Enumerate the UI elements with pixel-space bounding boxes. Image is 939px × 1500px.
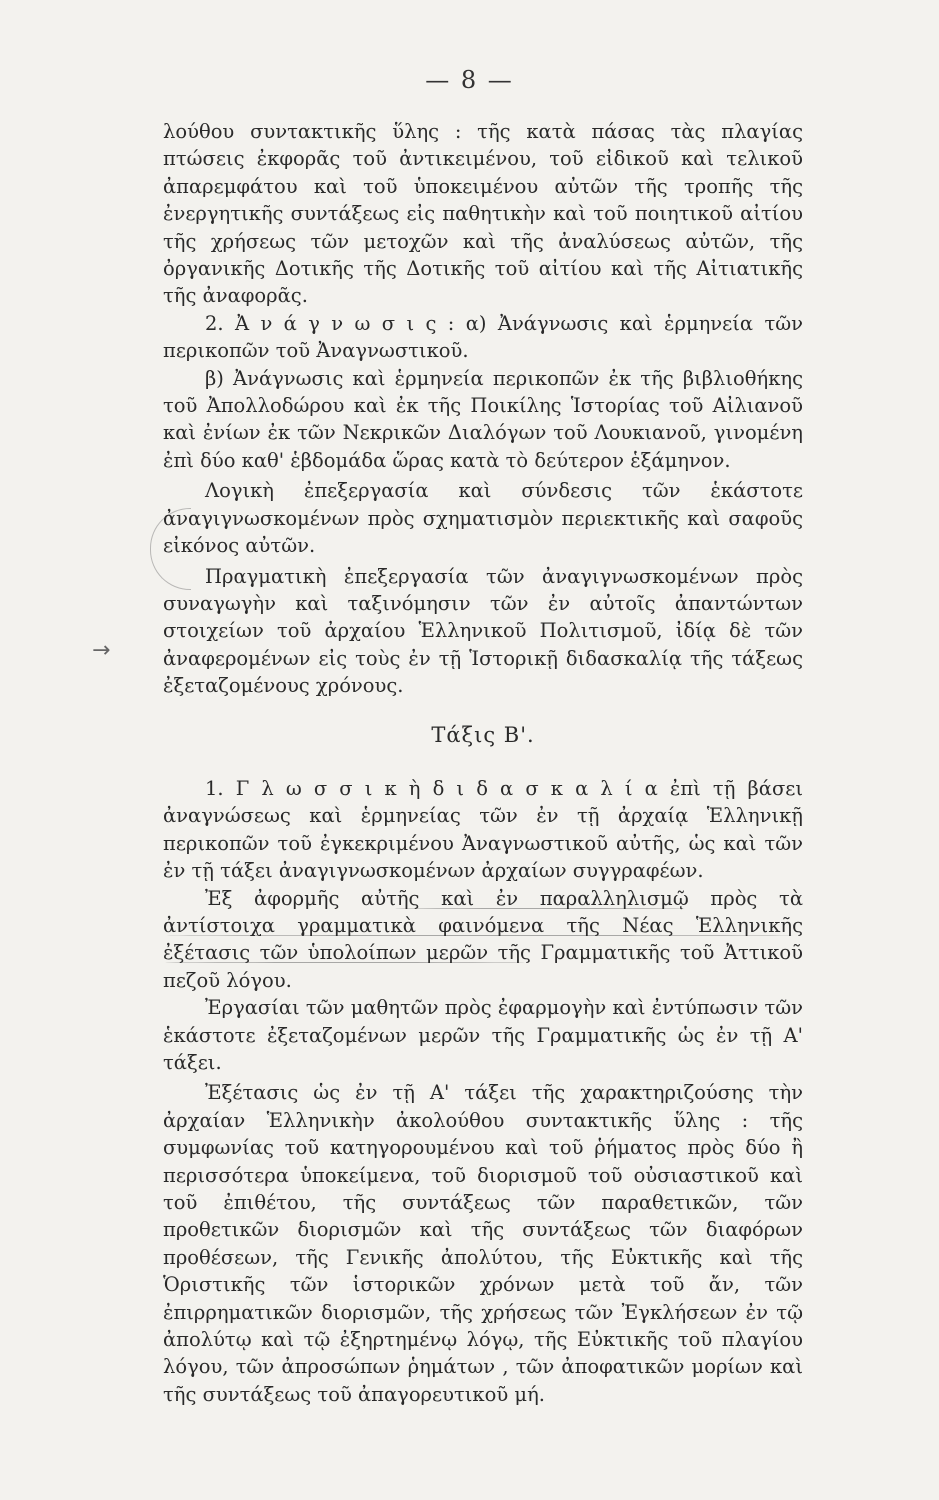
section-heading-class-b: Τάξις Β'.: [431, 722, 535, 747]
paragraph-continuation: λούθου συντακτικῆς ὕλης : τῆς κατὰ πάσας τὰς πλαγίας πτώσεις ἐκφορᾶς τοῦ ἀντικειμένου, τοῦ εἰδικοῦ καὶ τελικοῦ ἀπαρεμφάτου καὶ τοῦ ὑποκειμένου αὐτῶν τῆς τροπῆς τῆς ἐνεργητικῆς συντάξεως εἰς παθητικὴν καὶ τοῦ ποιητικοῦ αἰτίου τῆς χρήσεως τῶν μετοχῶν καὶ τῆς ἀναλύσεως αὐτῶν, τῆς ὀργανικῆς Δοτικῆς τῆς Δοτικῆς τοῦ αἰτίου καὶ τῆς Αἰτιατικῆς τῆς ἀναφορᾶς.: [163, 120, 803, 308]
paragraph-reading-b: β) Ἀνάγνωσις καὶ ἑρμηνεία περικοπῶν ἐκ τῆς βιβλιοθήκης τοῦ Ἀπολλοδώρου καὶ ἐκ τῆς Ποικίλης Ἱστορίας τοῦ Αἰλιανοῦ καὶ ἐνίων ἐκ τῶν Νεκρικῶν Διαλόγων τοῦ Λουκιανοῦ, γινομένη ἐπὶ δύο καθ' ἑβδομάδα ὥρας κατὰ τὸ δεύτερον ἑξάμηνον.: [163, 366, 803, 472]
paragraph-practical-processing: Πραγματικὴ ἐπεξεργασία τῶν ἀναγιγνωσκομένων πρὸς συναγωγὴν καὶ ταξινόμησιν τῶν ἐν αὐτοῖς ἀπαντώντων στοιχείων τοῦ ἀρχαίου Ἑλληνικοῦ Πολιτισμοῦ, ἰδίᾳ δὲ τῶν ἀναφερομένων εἰς τοὺς ἐν τῇ Ἱστορικῇ διδασκαλίᾳ τῆς τάξεως ἐξεταζομένους χρόνους.: [163, 564, 803, 698]
paragraph-student-exercises: Ἐργασίαι τῶν μαθητῶν πρὸς ἐφαρμογὴν καὶ ἐντύπωσιν τῶν ἑκάστοτε ἐξεταζομένων μερῶν τῆς Γραμματικῆς ὡς ἐν τῇ Α' τάξει.: [163, 996, 803, 1074]
paragraph-syntax-examination: Ἐξέτασις ὡς ἐν τῇ Α' τάξει τῆς χαρακτηριζούσης τὴν ἀρχαίαν Ἑλληνικὴν ἀκολούθου συντακτικῆς ὕλης : τῆς συμφωνίας τοῦ κατηγορουμένου καὶ τοῦ ῥήματος πρὸς δύο ἢ περισσότερα ὑποκείμενα, τοῦ διορισμοῦ τοῦ οὐσιαστικοῦ καὶ τοῦ ἐπιθέτου, τῆς συντάξεως τῶν παραθετικῶν, τῶν προθετικῶν διορισμῶν καὶ τῆς συντάξεως τῶν διαφόρων προθέσεων, τῆς Γενικῆς ἀπολύτου, τῆς Εὐκτικῆς καὶ τῆς Ὁριστικῆς τῶν ἱστορικῶν χρόνων μετὰ τοῦ ἄν, τῶν ἐπιρρηματικῶν διορισμῶν, τῆς χρήσεως τῶν Ἐγκλήσεων ἐν τῷ ἀπολύτῳ καὶ τῷ ἐξηρτημένῳ λόγῳ, τῆς Εὐκτικῆς τοῦ πλαγίου λόγου, τῶν ἀπροσώπων ῥημάτων , τῶν ἀποφατικῶν μορίων καὶ τῆς συντάξεως τοῦ ἀπαγορευτικοῦ μή.: [163, 1081, 803, 1406]
paragraph-logical-processing: Λογικὴ ἐπεξεργασία καὶ σύνδεσις τῶν ἑκάστοτε ἀναγιγνωσκομένων πρὸς σχηματισμὸν περιεκτικῆς καὶ σαφοῦς εἰκόνος αὐτῶν.: [163, 479, 803, 558]
margin-arrow-icon: →: [92, 638, 111, 663]
page-number: — 8 —: [425, 66, 514, 94]
paragraph-grammar-comparison: Ἐξ ἀφορμῆς αὐτῆς καὶ ἐν παραλληλισμῷ πρὸς τὰ ἀντίστοιχα γραμματικὰ φαινόμενα τῆς Νέας Ἑλληνικῆς ἐξέτασις τῶν ὑπολοίπων μερῶν τῆς Γραμματικῆς τοῦ Ἀττικοῦ πεζοῦ λόγου.: [163, 886, 803, 992]
body-text: [163, 118, 803, 1408]
paragraph-reading-a: 2. Ἀ ν ά γ ν ω σ ι ς : α) Ἀνάγνωσις καὶ ἑρμηνεία τῶν περικοπῶν τοῦ Ἀναγνωστικοῦ.: [163, 311, 803, 363]
paragraph-language-teaching: 1. Γ λ ω σ σ ι κ ὴ δ ι δ α σ κ α λ ί α ἐπὶ τῇ βάσει ἀναγνώσεως καὶ ἑρμηνείας τῶν ἐν τῇ ἀρχαίᾳ Ἑλληνικῇ περικοπῶν τοῦ ἐγκεκριμένου Ἀναγνωστικοῦ αὐτῆς, ὡς καὶ τῶν ἐν τῇ τάξει ἀναγιγνωσκομένων ἀρχαίων συγγραφέων.: [163, 776, 803, 883]
